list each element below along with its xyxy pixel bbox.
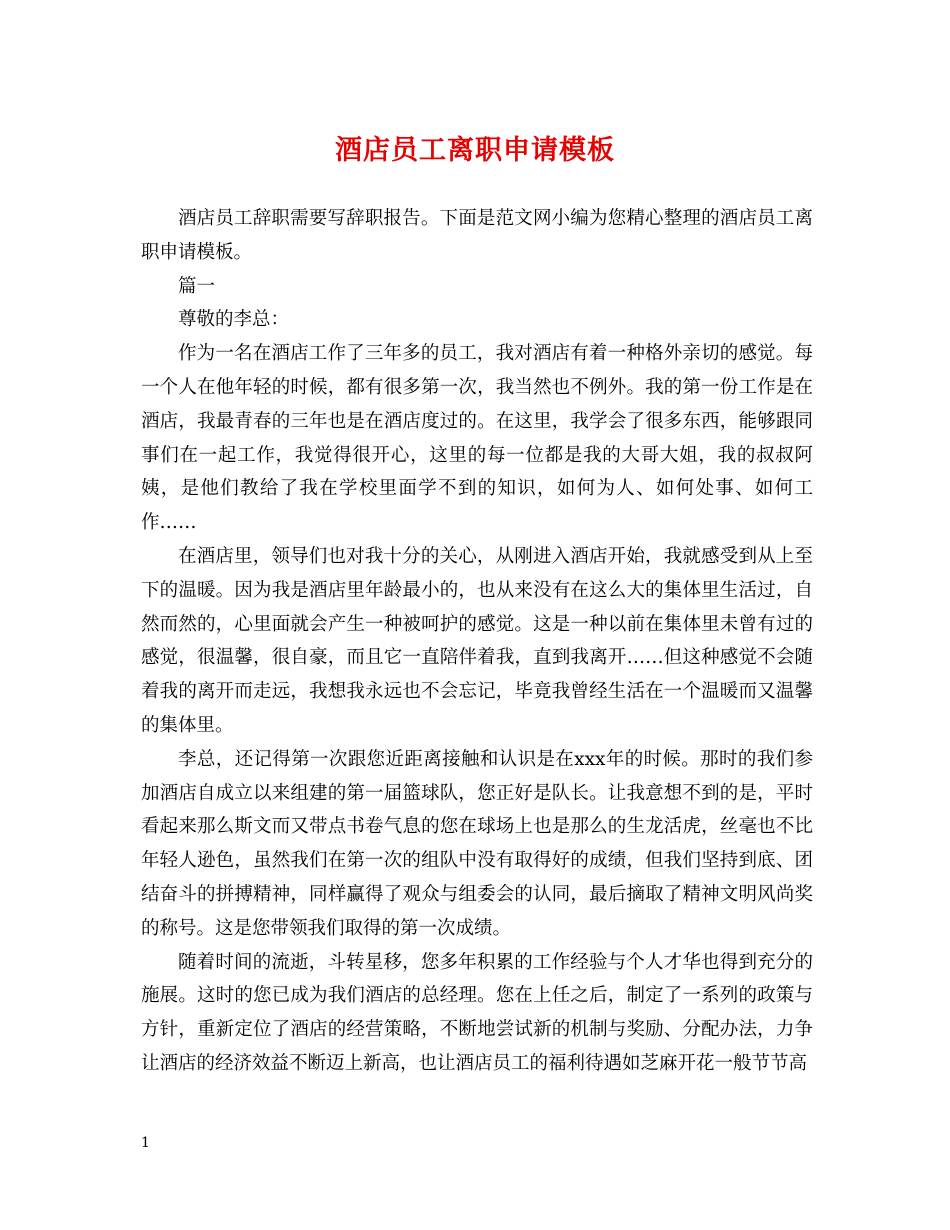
paragraph-body-3: 李总，还记得第一次跟您近距离接触和认识是在xxx年的时候。那时的我们参加酒店自成立以来组建的第一届篮球队，您正好是队长。让我意想不到的是，平时看起来那么斯文而又带点书卷气息的您在球场上也是那么的生龙活虎，丝毫也不比年轻人逊色，虽然我们在第一次的组队中没有取得好的成绩，但我们坚持到底、团结奋斗的拼搏精神，同样赢得了观众与组委会的认同，最后摘取了精神文明风尚奖的称号。这是您带领我们取得的第一次成绩。	[141, 748, 813, 939]
paragraph-body-2: 在酒店里，领导们也对我十分的关心，从刚进入酒店开始，我就感受到从上至下的温暖。因为我是酒店里年龄最小的，也从来没有在这么大的集体里生活过，自然而然的，心里面就会产生一种被呵护的感觉。这是一种以前在集体里未曾有过的感觉，很温馨，很自豪，而且它一直陪伴着我，直到我离开……但这种感觉不会随着我的离开而走远，我想我永远也不会忘记，毕竟我曾经生活在一个温暖而又温馨的集体里。	[141, 545, 813, 736]
paragraph-body-1: 作为一名在酒店工作了三年多的员工，我对酒店有着一种格外亲切的感觉。每一个人在他年轻的时候，都有很多第一次，我当然也不例外。我的第一份工作是在酒店，我最青春的三年也是在酒店度过的。在这里，我学会了很多东西，能够跟同事们在一起工作，我觉得很开心，这里的每一位都是我的大哥大姐，我的叔叔阿姨，是他们教给了我在学校里面学不到的知识，如何为人、如何处事、如何工作……	[141, 343, 813, 534]
paragraph-intro: 酒店员工辞职需要写辞职报告。下面是范文网小编为您精心整理的酒店员工离职申请模板。	[141, 208, 813, 263]
page-number: 1	[141, 1135, 150, 1151]
document-title: 酒店员工离职申请模板	[335, 135, 615, 166]
paragraph-section-heading: 篇一	[178, 275, 216, 297]
document-body	[141, 202, 813, 1081]
paragraph-body-4: 随着时间的流逝，斗转星移，您多年积累的工作经验与个人才华也得到充分的施展。这时的您已成为我们酒店的总经理。您在上任之后，制定了一系列的政策与方针，重新定位了酒店的经营策略，不断地尝试新的机制与奖励、分配办法，力争让酒店的经济效益不断迈上新高，也让酒店员工的福利待遇如芝麻开花一般节节高	[141, 951, 813, 1074]
paragraph-salutation: 尊敬的李总：	[178, 309, 290, 331]
